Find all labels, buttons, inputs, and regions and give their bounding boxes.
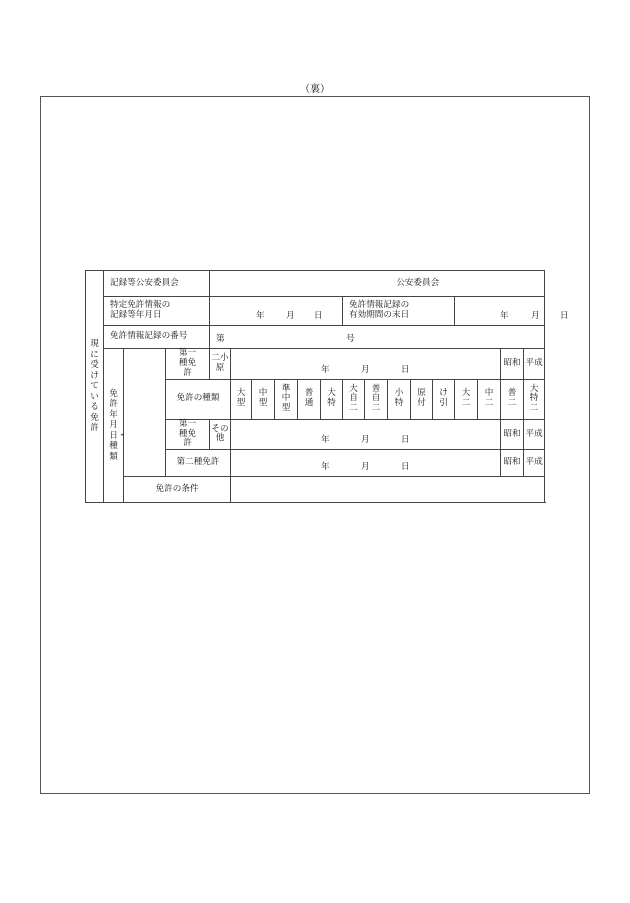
kind-daitoku-ni[interactable]: 大特二	[524, 379, 545, 419]
current-license-side-title: 現に受けている免許	[86, 271, 104, 503]
day-unit: 日	[314, 311, 323, 322]
other-label: その他	[210, 419, 231, 450]
validity-end-label: 免許情報記録の 有効期間の末日	[343, 297, 455, 326]
license-form-table	[85, 270, 569, 503]
kind-gentsuki[interactable]: 原付	[411, 379, 433, 419]
era-heisei[interactable]: 平成	[524, 450, 545, 477]
blank-spacer	[124, 349, 166, 420]
conditions-value[interactable]	[231, 477, 545, 503]
number-suffix: 号	[346, 334, 355, 345]
kind-junchugata[interactable]: 準中型	[275, 379, 298, 419]
era-heisei[interactable]: 平成	[524, 419, 545, 450]
day-unit: 日	[401, 364, 410, 375]
kind-ogata[interactable]: 大型	[231, 379, 252, 419]
year-unit: 年	[321, 435, 330, 446]
kind-chugata[interactable]: 中型	[252, 379, 275, 419]
kind-futsu-ni[interactable]: 普二	[501, 379, 524, 419]
specific-record-date-label: 特定免許情報の 記録等年月日	[104, 297, 210, 326]
license-date-type-label: 免許年月日・種類	[104, 349, 124, 503]
validity-end-value[interactable]	[455, 297, 569, 326]
kind-dai-ni[interactable]: 大二	[455, 379, 478, 419]
type2-date-value[interactable]	[231, 450, 501, 477]
nisho-label: 二小原	[210, 349, 231, 380]
year-unit: 年	[256, 311, 265, 322]
era-showa[interactable]: 昭和	[501, 450, 524, 477]
kind-futsu[interactable]: 普通	[298, 379, 321, 419]
kind-futsujini[interactable]: 普自二	[365, 379, 388, 419]
kind-kehiki[interactable]: け引	[433, 379, 455, 419]
day-unit: 日	[401, 462, 410, 473]
specific-record-date-value[interactable]	[210, 297, 343, 326]
blank-spacer	[124, 419, 166, 477]
type1-other-label: 第一種免許	[166, 419, 210, 450]
number-prefix: 第	[216, 334, 225, 345]
recording-commission-value[interactable]	[210, 271, 545, 297]
conditions-label: 免許の条件	[124, 477, 231, 503]
year-unit: 年	[500, 311, 509, 322]
day-unit: 日	[401, 435, 410, 446]
other-date-value[interactable]	[231, 419, 501, 450]
nisho-date-value[interactable]	[231, 349, 501, 380]
era-heisei[interactable]: 平成	[524, 349, 545, 380]
month-unit: 月	[531, 311, 540, 322]
type2-label: 第二種免許	[166, 450, 231, 477]
day-unit: 日	[560, 311, 569, 322]
recording-commission-label: 記録等公安委員会	[104, 271, 210, 297]
commission-suffix: 公安委員会	[396, 277, 440, 288]
kind-daitoku[interactable]: 大特	[321, 379, 343, 419]
month-unit: 月	[361, 435, 370, 446]
month-unit: 月	[361, 364, 370, 375]
kind-chu-ni[interactable]: 中二	[478, 379, 501, 419]
era-showa[interactable]: 昭和	[501, 419, 524, 450]
record-number-label: 免許情報記録の番号	[104, 326, 210, 349]
kind-kotoku[interactable]: 小特	[388, 379, 411, 419]
month-unit: 月	[361, 462, 370, 473]
year-unit: 年	[321, 364, 330, 375]
record-number-value[interactable]	[210, 326, 545, 349]
page-side-label: （裏）	[300, 84, 330, 95]
license-kinds-label: 免許の種類	[166, 379, 231, 419]
year-unit: 年	[321, 462, 330, 473]
era-showa[interactable]: 昭和	[501, 349, 524, 380]
kind-daijini[interactable]: 大自二	[343, 379, 365, 419]
month-unit: 月	[286, 311, 295, 322]
type1-label: 第一種免許	[166, 349, 210, 380]
